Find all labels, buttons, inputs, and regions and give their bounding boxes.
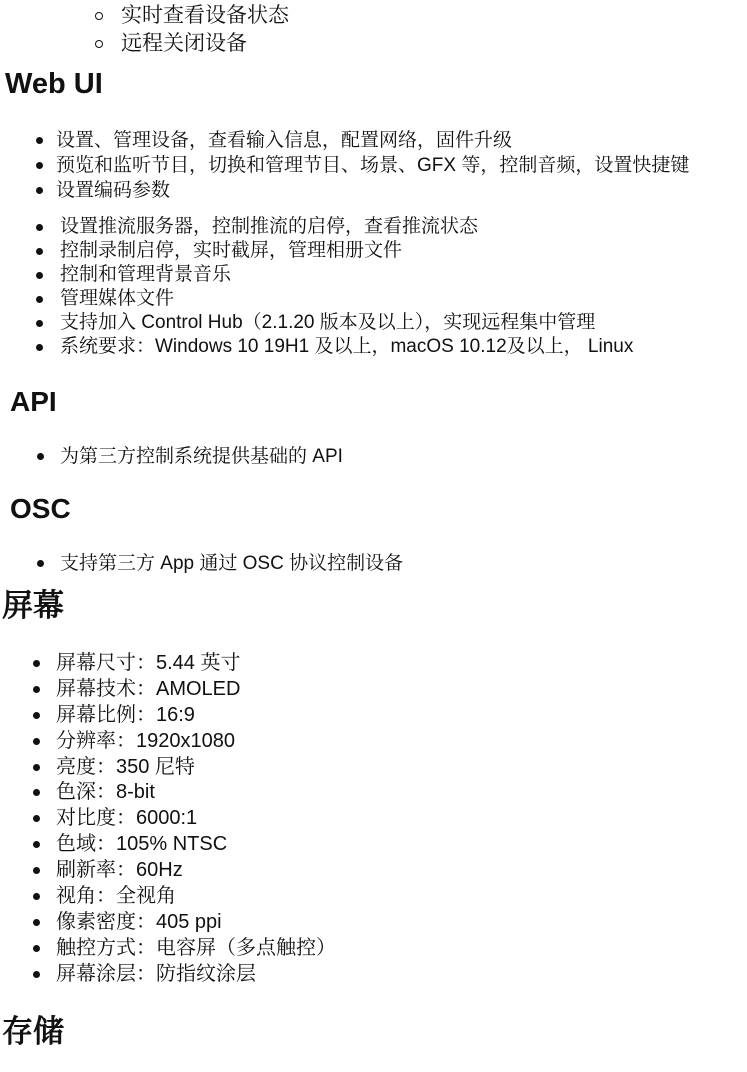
list-item-text: 为第三方控制系统提供基础的 API <box>60 446 343 467</box>
bullet-icon <box>33 841 40 848</box>
section-heading-storage: 存储 <box>2 1014 64 1049</box>
list-item <box>0 128 747 153</box>
list-item <box>0 728 747 754</box>
list-item <box>0 335 747 359</box>
list-item-text: 远程关闭设备 <box>121 32 247 55</box>
list-item-text: 对比度：6000:1 <box>56 807 198 830</box>
bullet-icon <box>33 867 40 874</box>
list-item-text: 预览和监听节目，切换和管理节目、场景、GFX 等，控制音频，设置快捷键 <box>56 155 690 176</box>
list-item <box>0 287 747 311</box>
list-item <box>0 178 747 203</box>
section-heading-screen: 屏幕 <box>2 588 64 623</box>
list-item-text: 屏幕比例：16:9 <box>56 703 195 726</box>
api-feature-list <box>0 444 747 469</box>
list-item-text: 亮度：350 尼特 <box>56 755 195 778</box>
bullet-icon <box>36 162 43 169</box>
bullet-icon <box>33 919 40 926</box>
bullet-icon <box>33 738 40 745</box>
list-item-text: 色域：105% NTSC <box>56 833 228 856</box>
bullet-icon <box>33 945 40 952</box>
list-item <box>0 883 747 909</box>
list-item-text: 屏幕尺寸：5.44 英寸 <box>56 652 241 674</box>
bullet-icon <box>36 320 43 327</box>
bullet-icon <box>37 453 44 460</box>
bullet-icon <box>33 686 40 693</box>
list-item-text: 像素密度：405 ppi <box>56 910 222 933</box>
bullet-icon <box>33 712 40 719</box>
webui-feature-list-b <box>0 215 747 359</box>
list-item-text: 设置编码参数 <box>56 180 171 201</box>
list-item-text: 系统要求：Windows 10 19H1 及以上，macOS 10.12及以上， Linux <box>60 336 634 357</box>
list-item <box>0 676 747 702</box>
list-item <box>0 2 747 30</box>
bullet-icon <box>36 248 43 255</box>
osc-feature-list <box>0 551 747 576</box>
list-item-text: 管理媒体文件 <box>60 288 175 309</box>
list-item-text: 刷新率：60Hz <box>56 859 183 882</box>
list-item-text: 设置、管理设备，查看输入信息，配置网络，固件升级 <box>56 130 513 151</box>
list-item-text: 色深：8-bit <box>56 781 155 804</box>
bullet-icon <box>33 971 40 978</box>
list-item-text: 视角：全视角 <box>56 885 176 908</box>
list-item-text: 分辨率：1920x1080 <box>56 729 235 752</box>
section-heading-api: API <box>10 386 57 417</box>
list-item <box>0 805 747 831</box>
list-item <box>0 935 747 961</box>
list-item <box>0 215 747 239</box>
bullet-icon <box>33 815 40 822</box>
list-item <box>0 239 747 263</box>
list-item-text: 支持第三方 App 通过 OSC 协议控制设备 <box>60 553 404 574</box>
screen-spec-list <box>0 650 747 987</box>
bullet-icon <box>36 187 43 194</box>
hollow-bullet-icon <box>95 40 103 48</box>
list-item <box>0 650 747 676</box>
list-item-text: 设置推流服务器，控制推流的启停，查看推流状态 <box>60 216 479 237</box>
bullet-icon <box>36 224 43 231</box>
list-item <box>0 30 747 58</box>
list-item-text: 控制和管理背景音乐 <box>60 264 232 285</box>
list-item <box>0 551 747 576</box>
bullet-icon <box>33 660 40 667</box>
list-item <box>0 754 747 780</box>
list-item <box>0 444 747 469</box>
hollow-bullet-icon <box>95 12 103 20</box>
list-item-text: 支持加入 Control Hub（2.1.20 版本及以上），实现远程集中管理 <box>60 312 596 333</box>
bullet-icon <box>33 789 40 796</box>
section-heading-osc: OSC <box>10 493 71 524</box>
list-item-text: 触控方式：电容屏（多点触控） <box>56 936 336 959</box>
bullet-icon <box>36 137 43 144</box>
list-item <box>0 311 747 335</box>
bullet-icon <box>33 764 40 771</box>
bullet-icon <box>36 296 43 303</box>
bullet-icon <box>36 272 43 279</box>
list-item-text: 屏幕技术：AMOLED <box>56 677 241 700</box>
list-item <box>0 831 747 857</box>
webui-feature-list-a <box>0 128 747 203</box>
sublist-device-status <box>0 2 747 58</box>
list-item-text: 控制录制启停，实时截屏，管理相册文件 <box>60 240 403 261</box>
list-item <box>0 857 747 883</box>
bullet-icon <box>37 560 44 567</box>
list-item <box>0 263 747 287</box>
list-item-text: 屏幕涂层：防指纹涂层 <box>56 962 256 985</box>
list-item <box>0 153 747 178</box>
list-item <box>0 779 747 805</box>
bullet-icon <box>36 344 43 351</box>
list-item <box>0 909 747 935</box>
list-item-text: 实时查看设备状态 <box>121 4 289 27</box>
list-item <box>0 961 747 987</box>
section-heading-webui: Web UI <box>5 68 103 100</box>
bullet-icon <box>33 893 40 900</box>
list-item <box>0 702 747 728</box>
